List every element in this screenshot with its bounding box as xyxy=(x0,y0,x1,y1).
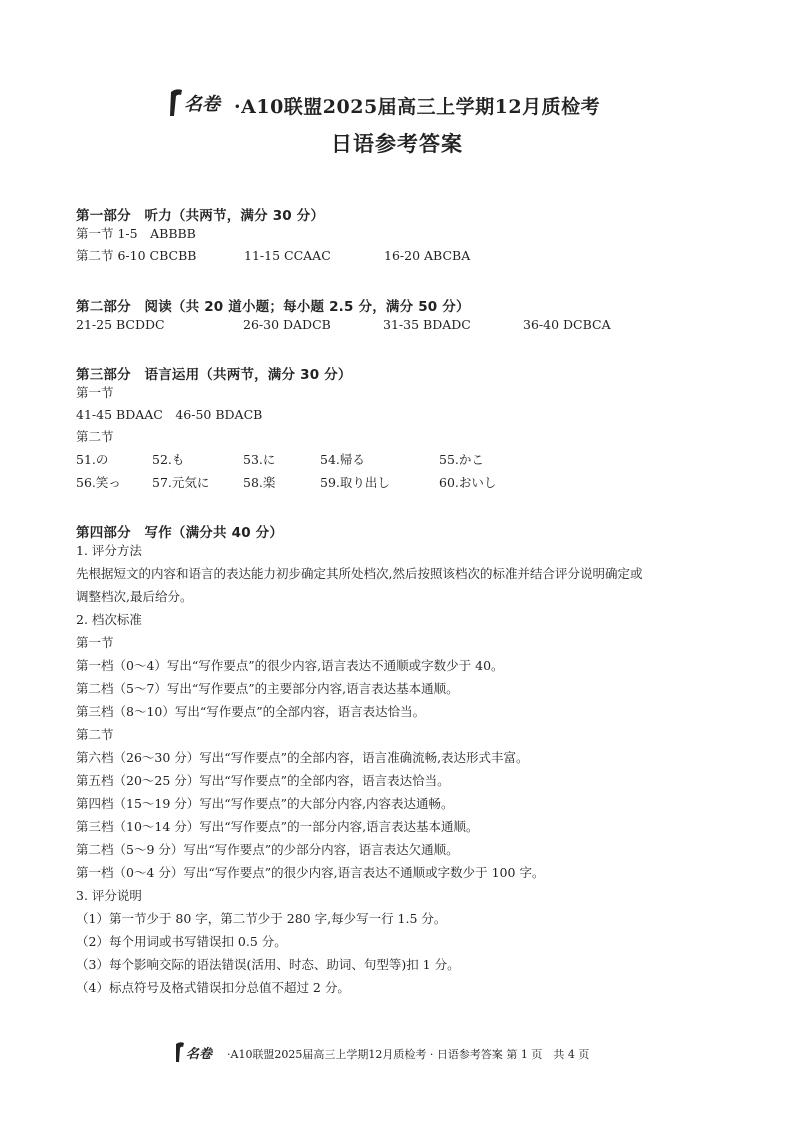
part1-heading: 第一部分 听力（共两节，满分 30 分） xyxy=(76,208,325,224)
brand-logo-text: 名卷 xyxy=(184,94,220,115)
writing-grade-item: 第五档（20～25 分）写出“写作要点”的全部内容，语言表达恰当。 xyxy=(76,773,450,788)
brand-logo xyxy=(168,86,228,120)
scoring-note: （1）第一节少于 80 字，第二节少于 280 字,每少写一行 1.5 分。 xyxy=(76,911,447,926)
scoring-note: （4）标点符号及格式错误扣分总值不超过 2 分。 xyxy=(76,980,350,995)
part3-answer: 57.元気に xyxy=(152,475,210,490)
document-subtitle: 日语参考答案 xyxy=(331,131,463,156)
scoring-note: （2）每个用词或书写错误扣 0.5 分。 xyxy=(76,934,287,949)
part3-section1-answers: 41-45 BDAAC 46-50 BDACB xyxy=(76,407,263,422)
writing-grade-item: 第三档（10～14 分）写出“写作要点”的一部分内容,语言表达基本通顺。 xyxy=(76,819,479,834)
part3-heading: 第三部分 语言运用（共两节，满分 30 分） xyxy=(76,367,352,383)
page-footer: ·A10联盟2025届高三上学期12月质检考 · 日语参考答案 第 1 页 共 4 页 xyxy=(227,1048,590,1061)
part3-answer: 54.帰る xyxy=(320,452,365,467)
writing-grade-item: 第四档（15～19 分）写出“写作要点”的大部分内容,内容表达通畅。 xyxy=(76,796,454,811)
part1-section2-c: 16-20 ABCBA xyxy=(384,248,471,263)
writing-grade-item: 第二档（5～9 分）写出“写作要点”的少部分内容，语言表达欠通顺。 xyxy=(76,842,459,857)
scoring-notes-title: 3. 评分说明 xyxy=(76,888,142,903)
scoring-note: （3）每个影响交际的语法错误(活用、时态、助词、句型等)扣 1 分。 xyxy=(76,957,460,972)
part2-heading: 第二部分 阅读（共 20 道小题；每小题 2.5 分，满分 50 分） xyxy=(76,299,470,315)
part1-section1: 第一节 1-5 ABBBB xyxy=(76,226,196,241)
part3-answer: 60.おいし xyxy=(439,475,497,490)
document-title: ·A10联盟2025届高三上学期12月质检考 xyxy=(234,96,601,118)
scoring-method-text: 调整档次,最后给分。 xyxy=(76,589,193,604)
part1-section2-b: 11-15 CCAAC xyxy=(244,248,331,263)
part3-answer: 53.に xyxy=(243,452,276,467)
part3-section2-label: 第二节 xyxy=(76,429,114,444)
writing-grade-item: 第一档（0～4）写出“写作要点”的很少内容,语言表达不通顺或字数少于 40。 xyxy=(76,658,504,673)
writing-grade-item: 第六档（26～30 分）写出“写作要点”的全部内容，语言准确流畅,表达形式丰富。 xyxy=(76,750,529,765)
writing-section2-label: 第二节 xyxy=(76,727,114,742)
part4-heading: 第四部分 写作（满分共 40 分） xyxy=(76,525,284,541)
scoring-method-text: 先根据短文的内容和语言的表达能力初步确定其所处档次,然后按照该档次的标准并结合评分说明确定或 xyxy=(76,566,643,581)
part2-answer: 31-35 BDADC xyxy=(383,317,471,332)
grade-standards-title: 2. 档次标准 xyxy=(76,612,142,627)
part1-section2-a: 第二节 6-10 CBCBB xyxy=(76,248,197,263)
part3-answer: 56.笑っ xyxy=(76,475,121,490)
writing-grade-item: 第三档（8～10）写出“写作要点”的全部内容，语言表达恰当。 xyxy=(76,704,426,719)
writing-section1-label: 第一节 xyxy=(76,635,114,650)
part3-answer: 55.かこ xyxy=(439,452,484,467)
part3-answer: 51.の xyxy=(76,452,109,467)
writing-grade-item: 第一档（0～4 分）写出“写作要点”的很少内容,语言表达不通顺或字数少于 100 字。 xyxy=(76,865,545,880)
footer-logo-text: 名卷 xyxy=(186,1047,213,1062)
part2-answer: 36-40 DCBCA xyxy=(523,317,611,332)
part2-answer: 26-30 DADCB xyxy=(243,317,331,332)
part3-answer: 58.楽 xyxy=(243,475,276,490)
writing-grade-item: 第二档（5～7）写出“写作要点”的主要部分内容,语言表达基本通顺。 xyxy=(76,681,459,696)
part3-answer: 52.も xyxy=(152,452,185,467)
part3-section1-label: 第一节 xyxy=(76,385,114,400)
footer-logo xyxy=(174,1040,222,1064)
part2-answer: 21-25 BCDDC xyxy=(76,317,165,332)
part3-answer: 59.取り出し xyxy=(320,475,390,490)
scoring-method-title: 1. 评分方法 xyxy=(76,543,142,558)
